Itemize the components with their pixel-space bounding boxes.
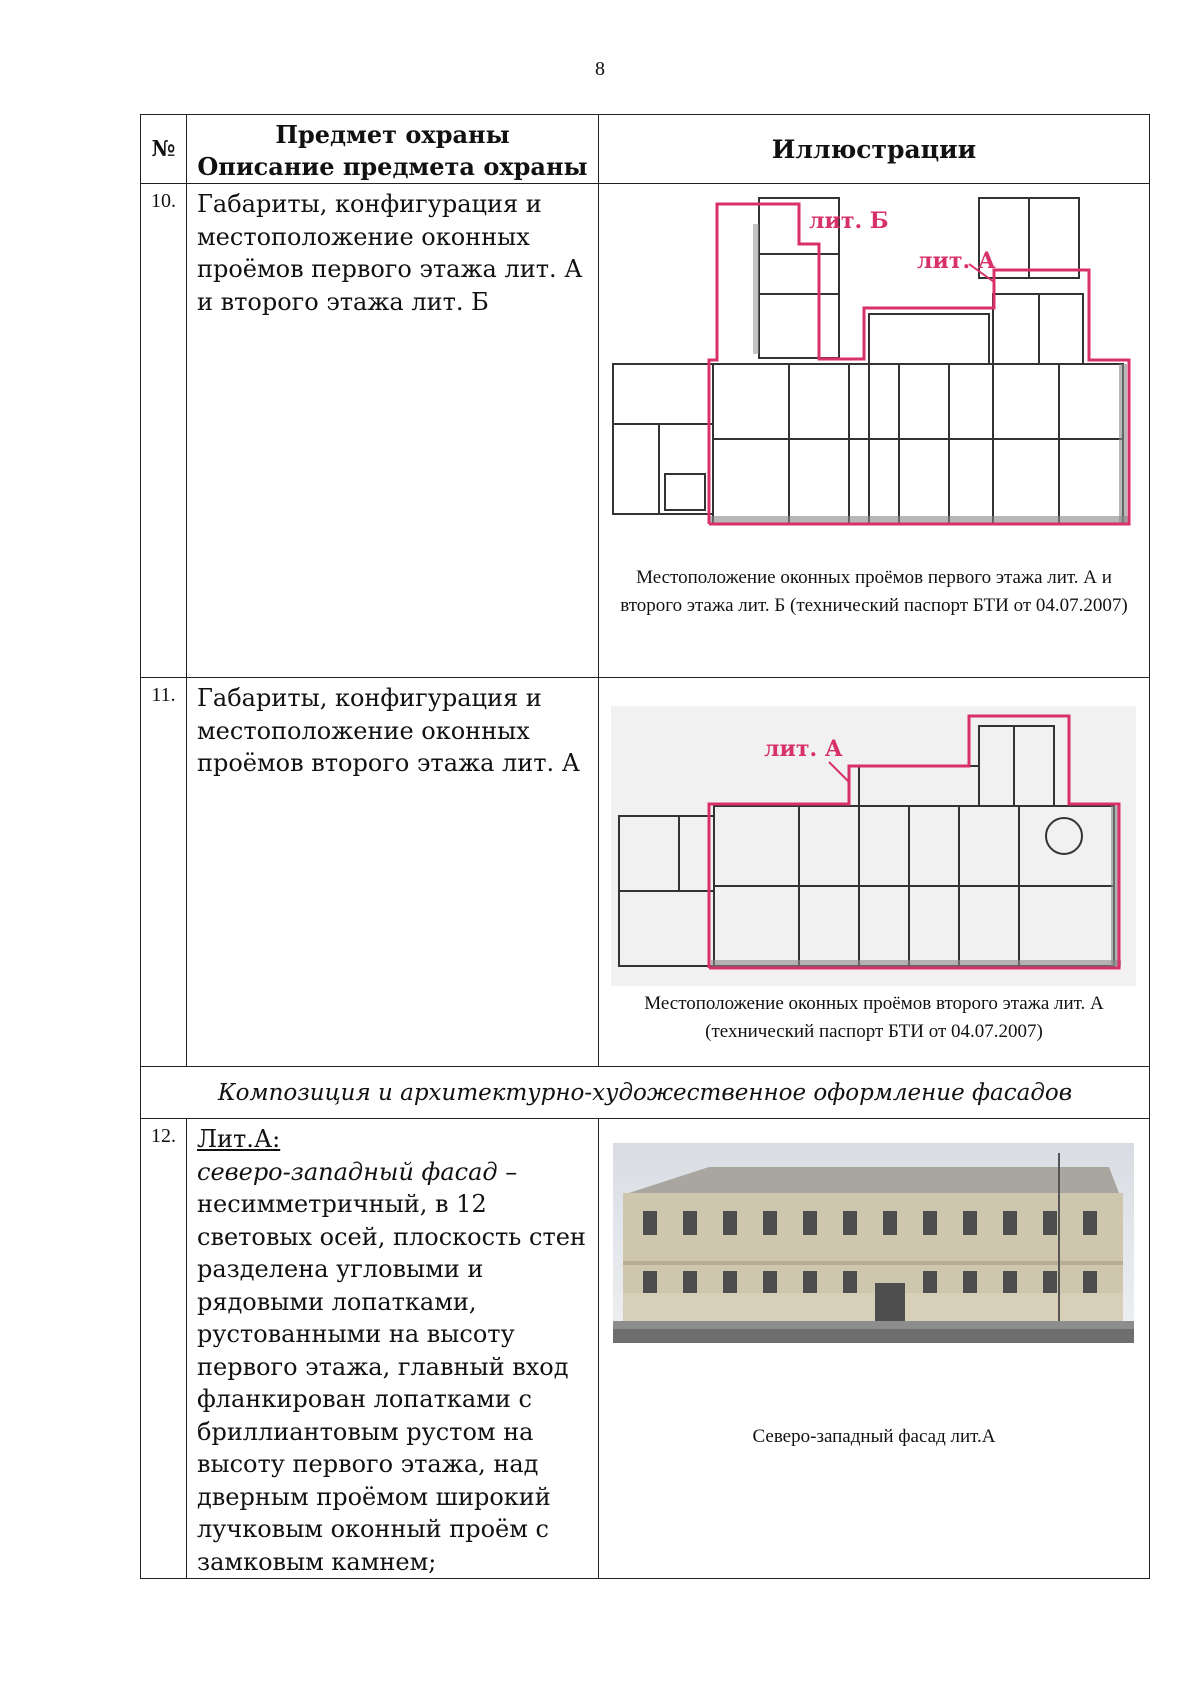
illustration-caption: Северо-западный фасад лит.А [752,1426,996,1447]
row-number: 11. [141,678,187,1067]
row-number: 12. [141,1119,187,1579]
floor-plan-1-image [599,184,1148,556]
row-text: – несимметричный, в 12 световых осей, плоскость стен разделена угловыми и рядовыми лопатками, рустованными на высоту первого этажа, главный вход фланкирован лопатками с бриллиантовым рустом на высоту первого этажа, над дверным проёмом широкий лучковым оконный проём с замковым камнем; [197,1157,586,1576]
protection-table [140,114,1150,1579]
table-row [141,1119,1150,1579]
header-illustrations: Иллюстрации [599,115,1150,184]
plan-label-lit-a: лит. А [917,248,996,274]
illustration-cell [599,1119,1150,1579]
illustration-cell [599,678,1150,1067]
section-heading-row [141,1067,1150,1119]
row-description [187,1119,599,1579]
header-subject-line1: Предмет охраны [275,120,510,149]
illustration-caption: Местоположение оконных проёмов второго этажа лит. А (технический паспорт БТИ от 04.07.2007) [644,993,1104,1042]
row-description: Габариты, конфигурация и местоположение оконных проёмов второго этажа лит. А [187,678,599,1067]
header-subject-line2: Описание предмета охраны [197,152,588,181]
table-row [141,678,1150,1067]
table-row [141,184,1150,678]
table-header-row [141,115,1150,184]
header-number: № [141,115,187,184]
illustration-caption: Местоположение оконных проёмов первого этажа лит. А и второго этажа лит. Б (технический паспорт БТИ от 04.07.2007) [620,567,1128,616]
plan-label-lit-a: лит. А [764,736,843,762]
illustration-cell [599,184,1150,678]
row-number: 10. [141,184,187,678]
row-italic-lead: северо-западный фасад [197,1157,498,1186]
plan-label-lit-b: лит. Б [809,208,889,234]
section-heading: Композиция и архитектурно-художественное оформление фасадов [141,1067,1150,1119]
facade-photo [599,1143,1148,1343]
row-description: Габариты, конфигурация и местоположение оконных проёмов первого этажа лит. А и второго этажа лит. Б [187,184,599,678]
row-title: Лит.А: [197,1125,281,1153]
page-number: 8 [595,58,605,80]
header-subject [187,115,599,184]
floor-plan-2-image [599,706,1148,986]
